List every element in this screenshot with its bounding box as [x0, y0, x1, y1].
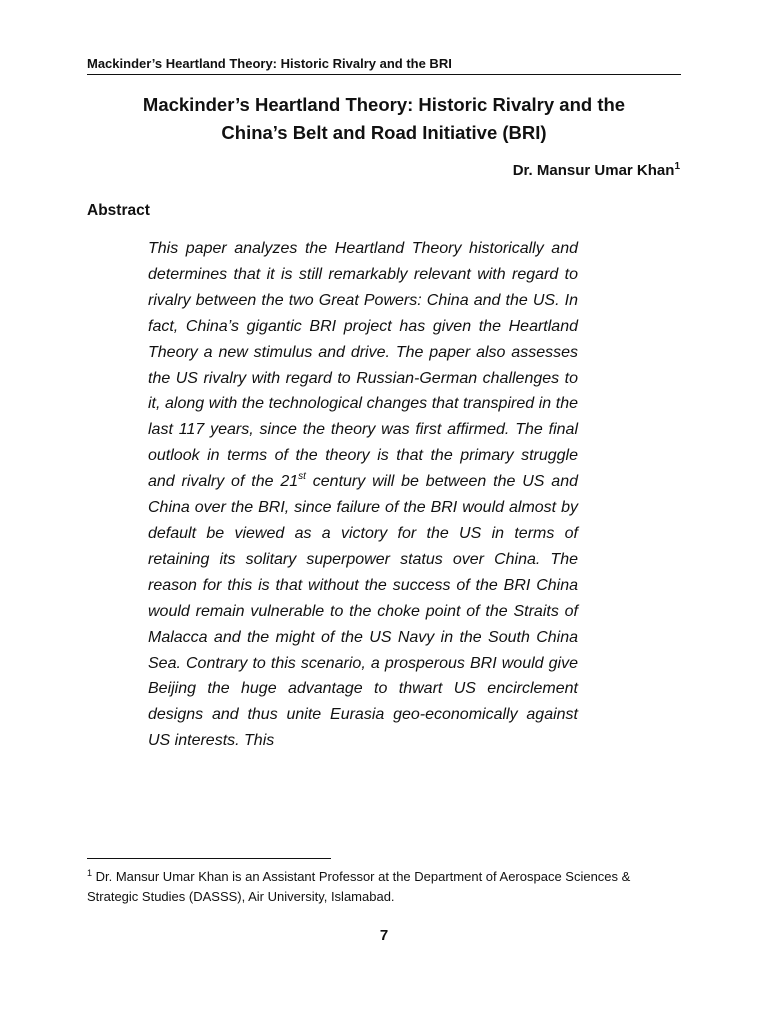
author-name: Dr. Mansur Umar Khan — [512, 162, 675, 179]
abstract-text-part-1: This paper analyzes the Heartland Theory historically and determines that it is still remarkably relevant with regard to rivalry between the two Great Powers: China and the US. In fact, China’s gigantic BRI project has given the Heartland Theory a new stimulus and drive. The paper also assesses the US rivalry with regard to Russian-German challenges to it, along with the technological changes that transpired in the last 117 years, since the theory was first affirmed. The final outlook in terms of the theory is that the primary struggle and rivalry of the 21 — [148, 240, 578, 491]
footnote-text: Dr. Mansur Umar Khan is an Assistant Professor at the Department of Aerospace Sciences & Strategic Studies (DASSS), Air University, Islamabad. — [87, 869, 631, 904]
running-header: Mackinder’s Heartland Theory: Historic Rivalry and the BRI — [87, 55, 681, 75]
footnote-separator — [87, 858, 331, 859]
author-footnote-mark[interactable]: 1 — [674, 161, 680, 172]
article-title — [87, 91, 681, 147]
footnote-mark: 1 — [87, 868, 93, 878]
abstract-body — [148, 236, 578, 754]
title-line-1: Mackinder’s Heartland Theory: Historic Rivalry and the — [142, 94, 626, 115]
footnote — [87, 867, 681, 907]
author-byline — [513, 160, 680, 182]
abstract-heading: Abstract — [87, 202, 150, 219]
page-number: 7 — [379, 927, 389, 944]
title-line-2: China’s Belt and Road Initiative (BRI) — [221, 122, 547, 143]
abstract-text-part-2: century will be between the US and China over the BRI, since failure of the BRI would almost by default be viewed as a victory for the US in terms of retaining its solitary superpower status over China. The reason for this is that without the success of the BRI China would remain vulnerable to the choke point of the Straits of Malacca and the might of the US Navy in the South China Sea. Contrary to this scenario, a prosperous BRI would give Beijing the huge advantage to thwart US encirclement designs and thus unite Eurasia geo-economically against US interests. This — [148, 473, 578, 750]
ordinal-superscript: st — [298, 471, 306, 483]
